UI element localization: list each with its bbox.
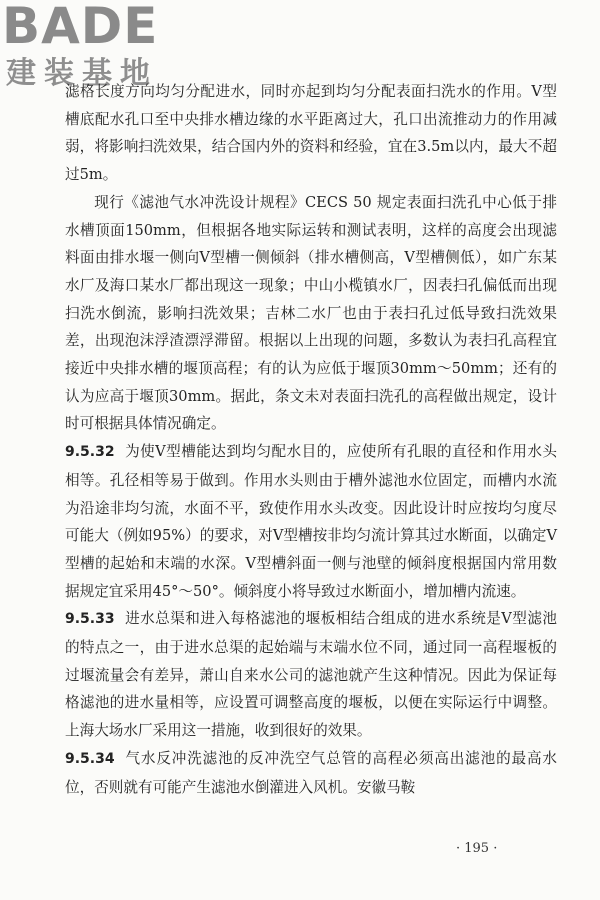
clause-9-5-34	[65, 745, 557, 801]
paragraph-text: 为使V型槽能达到均匀配水目的，应使所有孔眼的直径和作用水头相等。孔径相等易于做到。作用水头则由于槽外滤池水位固定，而槽内水流为沿途非均匀流，水面不平，致使作用水头改变。因此设计时应按均匀度尽可能大（例如95%）的要求，对V型槽按非均匀流计算其过水断面，以确定V型槽的起始和末端的水深。V型槽斜面一侧与池壁的倾斜度根据国内常用数据规定宜采用45°～50°。倾斜度小将导致过水断面小，增加槽内流速。	[65, 443, 557, 600]
clause-9-5-32	[65, 438, 557, 605]
paragraph-text: 气水反冲洗滤池的反冲洗空气总管的高程必须高出滤池的最高水位，否则就有可能产生滤池水倒灌进入风机。安徽马鞍	[65, 749, 557, 796]
page-body	[65, 78, 557, 801]
logo-text-cn: 建装基地	[6, 56, 158, 91]
paragraph-text: 滤格长度方向均匀分配进水，同时亦起到均匀分配表面扫洗水的作用。V型槽底配水孔口至中央排水槽边缘的水平距离过大，孔口出流推动力的作用减弱，将影响扫洗效果，结合国内外的资料和经验，宜在3.5m以内，最大不超过5m。	[65, 83, 557, 184]
paragraph-text: 现行《滤池气水冲洗设计规程》CECS 50 规定表面扫洗孔中心低于排水槽顶面150mm，但根据各地实际运转和测试表明，这样的高度会出现滤料面由排水堰一侧向V型槽一侧倾斜（排水槽侧高，V型槽侧低），如广东某水厂及海口某水厂都出现这一现象；中山小榄镇水厂，因表扫孔偏低而出现扫洗水倒流，影响扫洗效果；吉林二水厂也由于表扫孔过低导致扫洗效果差，出现泡沫浮渣漂浮滞留。根据以上出现的问题，多数认为表扫孔高程宜接近中央排水槽的堰顶高程；有的认为应低于堰顶30mm～50mm；还有的认为应高于堰顶30mm。据此，条文未对表面扫洗孔的高程做出规定，设计时可根据具体情况确定。	[65, 193, 557, 433]
clause-number: 9.5.34	[65, 750, 115, 767]
paragraph-2	[65, 189, 557, 438]
paragraph-1	[65, 78, 557, 189]
logo-text-en: BADE	[2, 0, 159, 55]
clause-9-5-33	[65, 605, 557, 745]
paragraph-text: 进水总渠和进入每格滤池的堰板相结合组成的进水系统是V型滤池的特点之一，由于进水总渠的起始端与末端水位不同，通过同一高程堰板的过堰流量会有差异，萧山自来水公司的滤池就产生这种情况。因此为保证每格滤池的进水量相等，应设置可调整高度的堰板，以便在实际运行中调整。上海大场水厂采用这一措施，收到很好的效果。	[65, 610, 557, 740]
clause-number: 9.5.32	[65, 444, 115, 461]
page-number: · 195 ·	[456, 841, 498, 856]
clause-number: 9.5.33	[65, 611, 115, 628]
